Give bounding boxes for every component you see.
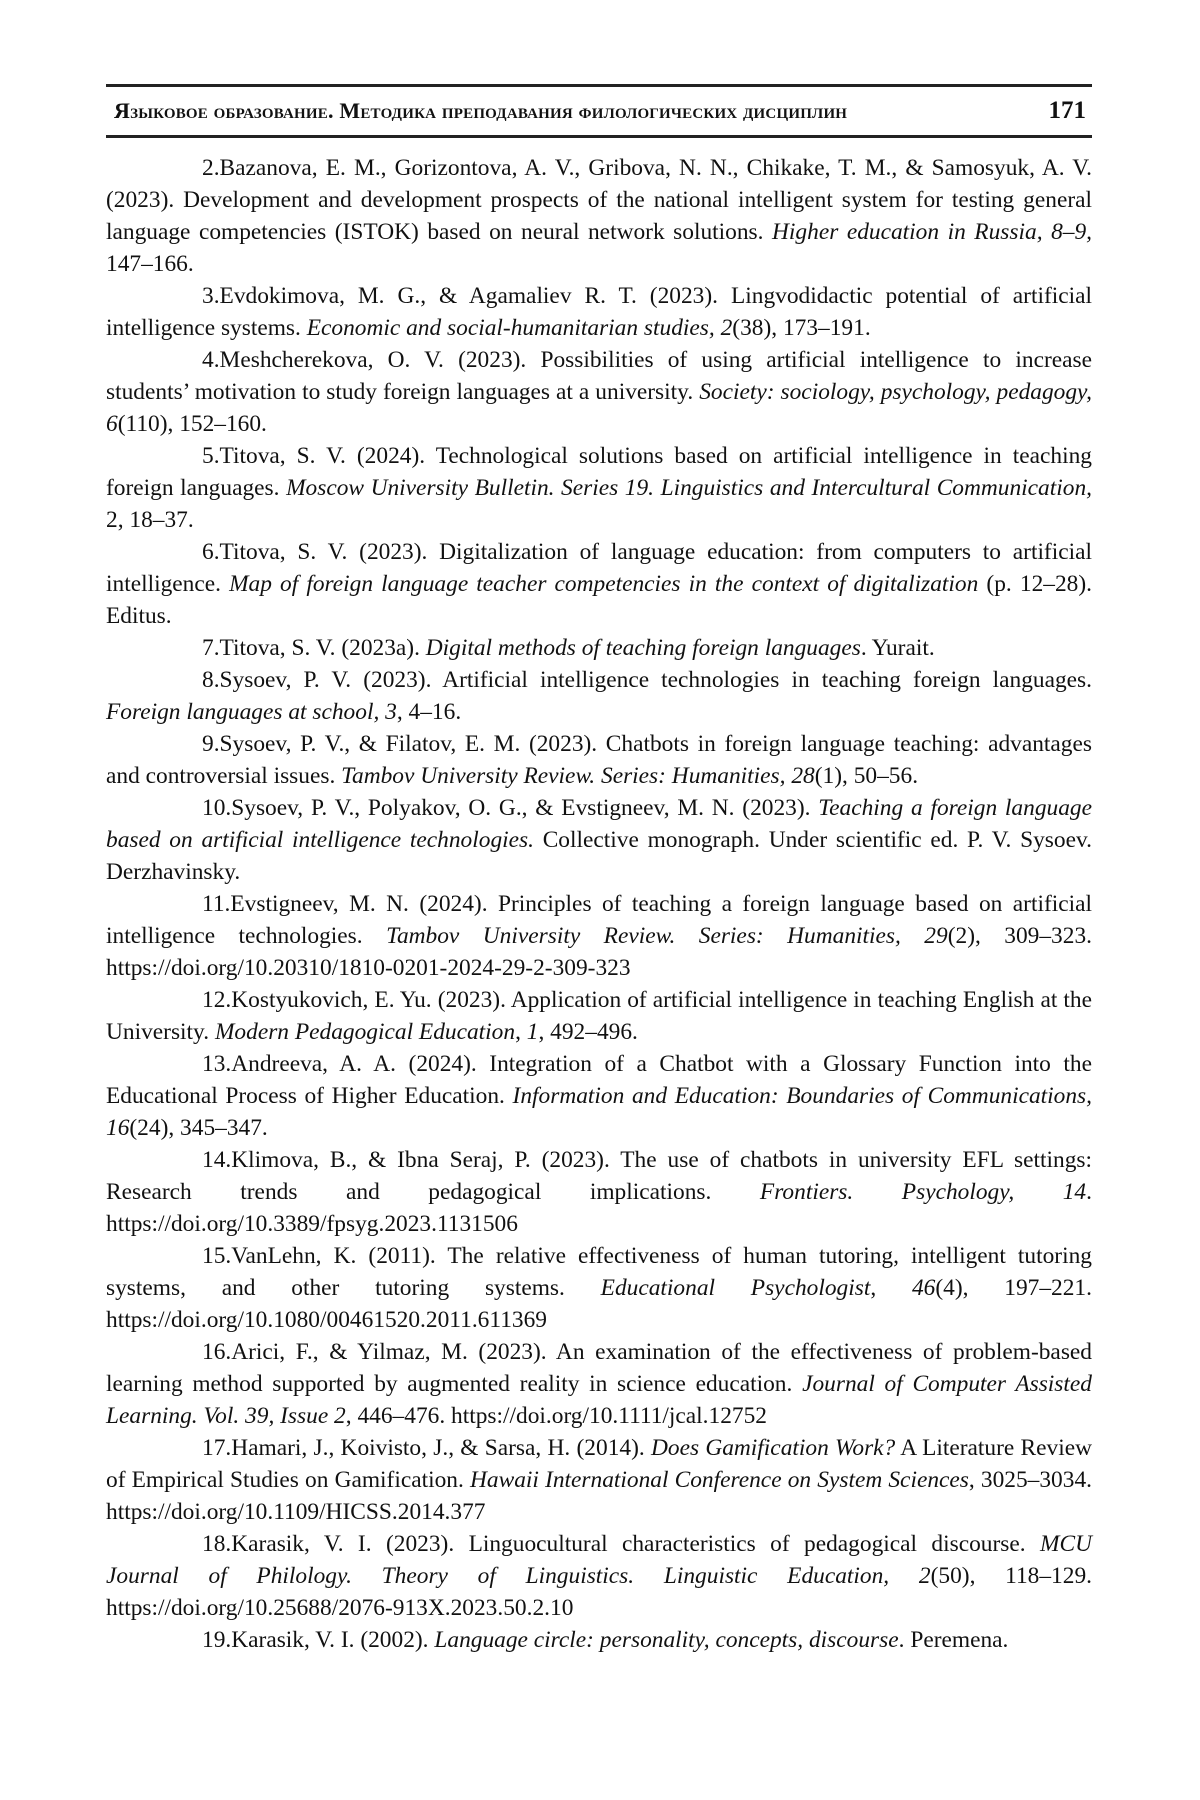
journal-page [106,84,1092,1656]
reference-item [106,1432,1092,1528]
reference-text: Karasik, V. I. (2023). Linguocultural characteristics of pedagogical discourse. [231,1531,1041,1557]
running-header [106,84,1092,138]
reference-number: 3. [202,283,220,309]
reference-text: Titova, S. V. (2024). Technological solutions based on artificial intelligence in teaching foreign languages. [106,443,1092,501]
reference-number: 13. [202,1051,232,1077]
reference-text: . Yurait. [860,635,935,661]
reference-source-italic: Moscow University Bulletin. Series 19. Linguistics and Intercultural Communication, [286,475,1092,501]
reference-item [106,632,1092,664]
reference-text: A Literature Review of Empirical Studies on Gamification. [106,1435,1092,1493]
reference-source-italic: Map of foreign language teacher competencies in the context of digitalization [229,571,979,597]
reference-text: (4), 197–221. https://doi.org/10.1080/00461520.2011.611369 [106,1275,1092,1333]
reference-item [106,536,1092,632]
reference-item [106,1048,1092,1144]
reference-source-italic: Society: sociology, psychology, pedagogy, 6 [106,379,1092,437]
reference-number: 14. [202,1147,232,1173]
reference-number: 19. [202,1627,232,1653]
reference-item [106,728,1092,792]
reference-source-italic: Foreign languages at school, 3 [106,699,397,725]
reference-number: 17. [202,1435,232,1461]
page-number: 171 [1048,97,1086,124]
reference-text: Sysoev, P. V., & Filatov, E. M. (2023). Chatbots in foreign language teaching: advantages and controversial issues. [106,731,1092,789]
reference-list [106,152,1092,1656]
reference-item [106,1240,1092,1336]
reference-number: 7. [202,635,220,661]
reference-number: 18. [202,1531,232,1557]
reference-item [106,280,1092,344]
reference-text: Andreeva, A. A. (2024). Integration of a Chatbot with a Glossary Function into the Educational Process of Higher Education. [106,1051,1092,1109]
reference-number: 8. [202,667,220,693]
reference-text: , 446–476. https://doi.org/10.1111/jcal.12752 [345,1403,768,1429]
reference-text: Klimova, B., & Ibna Seraj, P. (2023). The use of chatbots in university EFL settings: Research trends and pedagogical implications. [106,1147,1092,1205]
reference-source-italic: Educational Psychologist [600,1275,871,1301]
reference-text: Bazanova, E. M., Gorizontova, A. V., Gribova, N. N., Chikake, T. M., & Samosyuk, A. V. (2023). Development and development prospects of the national intelligent system for testing general language competencies (ISTOK) based on neural network solutions. [106,155,1092,245]
reference-item [106,1528,1092,1624]
reference-text: . https://doi.org/10.3389/fpsyg.2023.1131506 [106,1179,1092,1237]
reference-text: Evstigneev, M. N. (2024). Principles of teaching a foreign language based on artificial intelligence technologies. [106,891,1092,949]
reference-item [106,1624,1092,1656]
reference-text: Karasik, V. I. (2002). [231,1627,435,1653]
reference-source-italic: Information and Education: Boundaries of Communications, 16 [106,1083,1092,1141]
reference-source-italic: Frontiers. Psychology, 14 [759,1179,1087,1205]
reference-number: 10. [202,795,232,821]
reference-item [106,440,1092,536]
reference-number: 11. [202,891,231,917]
reference-item [106,984,1092,1048]
reference-text: Meshcherekova, O. V. (2023). Possibilities of using artificial intelligence to increase students’ motivation to study foreign languages at a university. [106,347,1092,405]
reference-source-italic: Tambov University Review. Series: Humanities, 29 [386,923,948,949]
reference-text: Evdokimova, M. G., & Agamaliev R. T. (2023). Lingvodidactic potential of artificial intelligence systems. [106,283,1092,341]
reference-text: , 4–16. [396,699,462,725]
reference-text: . Peremena. [898,1627,1009,1653]
reference-number: 15. [202,1243,232,1269]
reference-source-italic: Modern Pedagogical Education [214,1019,516,1045]
reference-number: 9. [202,731,220,757]
reference-item [106,344,1092,440]
reference-item [106,152,1092,280]
reference-source-italic: Hawaii International Conference on System Sciences [470,1467,969,1493]
reference-text: , [515,1019,527,1045]
reference-text: , 3025–3034. https://doi.org/10.1109/HICSS.2014.377 [106,1467,1092,1525]
reference-source-italic: Teaching a foreign language based on artificial intelligence technologies. [106,795,1092,853]
reference-text: VanLehn, K. (2011). The relative effectiveness of human tutoring, intelligent tutoring systems, and other tutoring systems. [106,1243,1092,1301]
reference-text: Titova, S. V. (2023). Digitalization of language education: from computers to artificial intelligence. [106,539,1092,597]
reference-text: (2), 309–323. https://doi.org/10.20310/1810-0201-2024-29-2-309-323 [106,923,1092,981]
reference-text: (24), 345–347. [129,1115,268,1141]
reference-number: 4. [202,347,220,373]
reference-item [106,792,1092,888]
reference-text: Collective monograph. Under scientific ed. P. V. Sysoev. Derzhavinsky. [106,827,1092,885]
reference-number: 5. [202,443,220,469]
reference-source-italic: Does Gamification Work? [651,1435,896,1461]
reference-text: (1), 50–56. [814,763,919,789]
reference-text: (110), 152–160. [117,411,267,437]
reference-text: (p. 12–28). Editus. [106,571,1092,629]
reference-item [106,888,1092,984]
reference-text: , [870,1275,912,1301]
reference-text: Sysoev, P. V. (2023). Artificial intelligence technologies in teaching foreign languages. [219,667,1092,693]
reference-text: 2, 18–37. [106,507,194,533]
reference-source-italic: Tambov University Review. Series: Humanities, 28 [341,763,815,789]
reference-number: 12. [202,987,232,1013]
reference-text: (50), 118–129. https://doi.org/10.25688/2076-913X.2023.50.2.10 [106,1563,1092,1621]
reference-item [106,1336,1092,1432]
reference-text: 147–166. [106,251,194,277]
reference-text: Hamari, J., Koivisto, J., & Sarsa, H. (2014). [231,1435,651,1461]
reference-text: Arici, F., & Yilmaz, M. (2023). An examination of the effectiveness of problem-based learning method supported by augmented reality in science education. [106,1339,1092,1397]
running-title: Языковое образование. Методика преподавания филологических дисциплин [114,98,848,123]
reference-text: Kostyukovich, E. Yu. (2023). Application of artificial intelligence in teaching English at the University. [106,987,1092,1045]
reference-number: 16. [202,1339,232,1365]
reference-source-italic: Economic and social-humanitarian studies, 2 [306,315,733,341]
reference-text: , 492–496. [538,1019,638,1045]
reference-text: Sysoev, P. V., Polyakov, O. G., & Evstigneev, M. N. (2023). [231,795,819,821]
reference-text: (38), 173–191. [732,315,871,341]
reference-text: Titova, S. V. (2023a). [219,635,426,661]
reference-item [106,664,1092,728]
reference-item [106,1144,1092,1240]
reference-source-italic: 1 [526,1019,539,1045]
reference-source-italic: Language circle: personality, concepts, discourse [434,1627,899,1653]
reference-source-italic: Digital methods of teaching foreign languages [425,635,861,661]
reference-source-italic: Journal of Computer Assisted Learning. Vol. 39, Issue 2 [106,1371,1092,1429]
reference-source-italic: MCU Journal of Philology. Theory of Linguistics. Linguistic Education, 2 [106,1531,1092,1589]
reference-number: 2. [202,155,220,181]
reference-number: 6. [202,539,220,565]
reference-source-italic: 46 [911,1275,936,1301]
reference-source-italic: Higher education in Russia, 8–9, [772,219,1092,245]
